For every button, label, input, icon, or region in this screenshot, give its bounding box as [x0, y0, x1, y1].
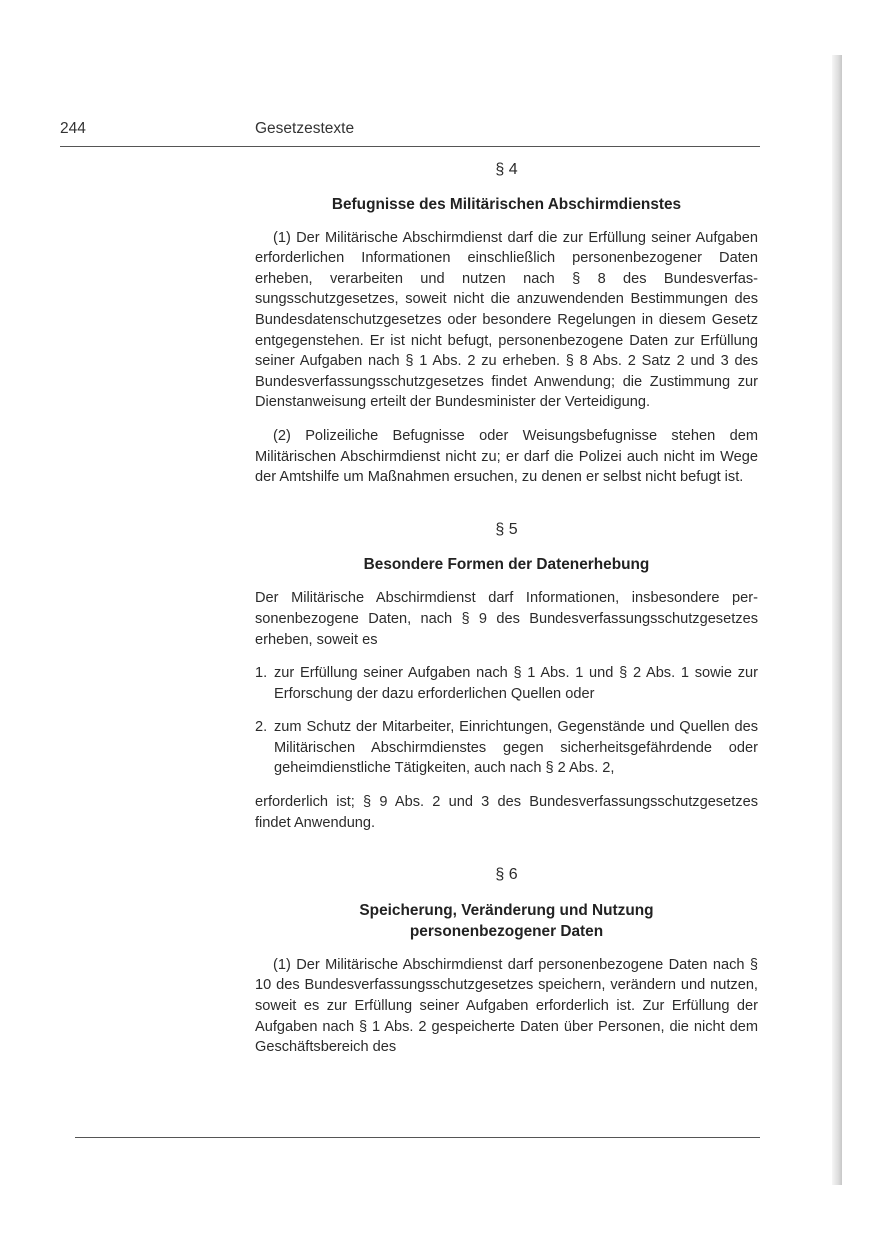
- section-number: § 6: [495, 866, 518, 884]
- section-number: § 4: [495, 161, 518, 178]
- page-body: [255, 160, 758, 1058]
- section-6: [255, 865, 758, 1058]
- footer-rule: [75, 1137, 760, 1138]
- page-edge-shadow: [832, 55, 842, 1185]
- list-item: [255, 717, 758, 779]
- list-number: 2.: [255, 719, 268, 736]
- section-title: Befugnisse des Militärischen Abschirmdienstes: [331, 195, 682, 213]
- list-text: zum Schutz der Mitarbeiter, Einrichtungen, Gegenstände und Quellen des Militärischen Abschirmdienstes gegen sicherheitsgefährdende oder geheimdienstliche Tätigkeiten, auch nach § 2 Abs. 2,: [274, 719, 758, 777]
- section-number: § 5: [495, 520, 518, 538]
- section-title-line-2: personenbezogener Daten: [409, 922, 604, 940]
- section-4: [255, 160, 758, 488]
- list-text: zur Erfüllung seiner Aufgaben nach § 1 Abs. 1 und § 2 Abs. 1 sowie zur Erforschung der dazu erforderlichen Quellen oder: [274, 665, 758, 702]
- paragraph: (1) Der Militärische Abschirmdienst darf die zur Erfüllung seiner Aufgaben erforderlichen Informationen einschließlich personenbezogener Daten erheben, verarbeiten und nutzen nach § 8 des Bundesverfassungsschutzgesetzes, soweit nicht die anzuwendenden Bestimmungen des Bundesdatenschutzgesetzes oder besondere Regelungen in diesem Gesetz entgegenstehen. Er ist nicht befugt, personenbezogene Daten zur Erfüllung seiner Aufgaben nach § 1 Abs. 2 zu erheben. § 8 Abs. 2 Satz 2 und 3 des Bundesverfassungsschutzgesetzes findet Anwendung; die Zustimmung zur Dienstanweisung erteilt der Bundesminister der Verteidigung.: [255, 229, 758, 411]
- section-title-line-1: Speicherung, Veränderung und Nutzung: [359, 901, 654, 919]
- paragraph: erforderlich ist; § 9 Abs. 2 und 3 des Bundesverfassungsschutzgesetzes findet Anwendung.: [255, 794, 758, 831]
- running-title: Gesetzestexte: [255, 120, 355, 137]
- paragraph: (1) Der Militärische Abschirmdienst darf personenbezogene Daten nach § 10 des Bundesverfassungsschutzgesetzes speichern, verändern und nutzen, soweit es zur Erfüllung seiner Aufgaben erforderlich ist. Zur Erfüllung der Aufgaben nach § 1 Abs. 2 gespeicherte Daten über Personen, die nicht dem Geschäftsbereich des: [255, 956, 758, 1056]
- section-title: Besondere Formen der Datenerhebung: [363, 556, 650, 574]
- paragraph: (2) Polizeiliche Befugnisse oder Weisungsbefugnisse stehen dem Militärischen Abschirmdienst nicht zu; er darf die Polizei auch nicht im Wege der Amtshilfe um Maßnahmen ersuchen, zu denen er selbst nicht befugt ist.: [255, 427, 758, 486]
- list-number: 1.: [255, 665, 268, 682]
- section-5: [255, 520, 758, 834]
- page-number: 244: [60, 120, 86, 137]
- numbered-list: [255, 663, 758, 779]
- paragraph: Der Militärische Abschirmdienst darf Informationen, insbesondere personenbezogene Daten, nach § 9 des Bundesverfassungsschutzgesetzes erheben, soweit es: [255, 590, 758, 648]
- list-item: [255, 663, 758, 704]
- page-header: [60, 118, 760, 147]
